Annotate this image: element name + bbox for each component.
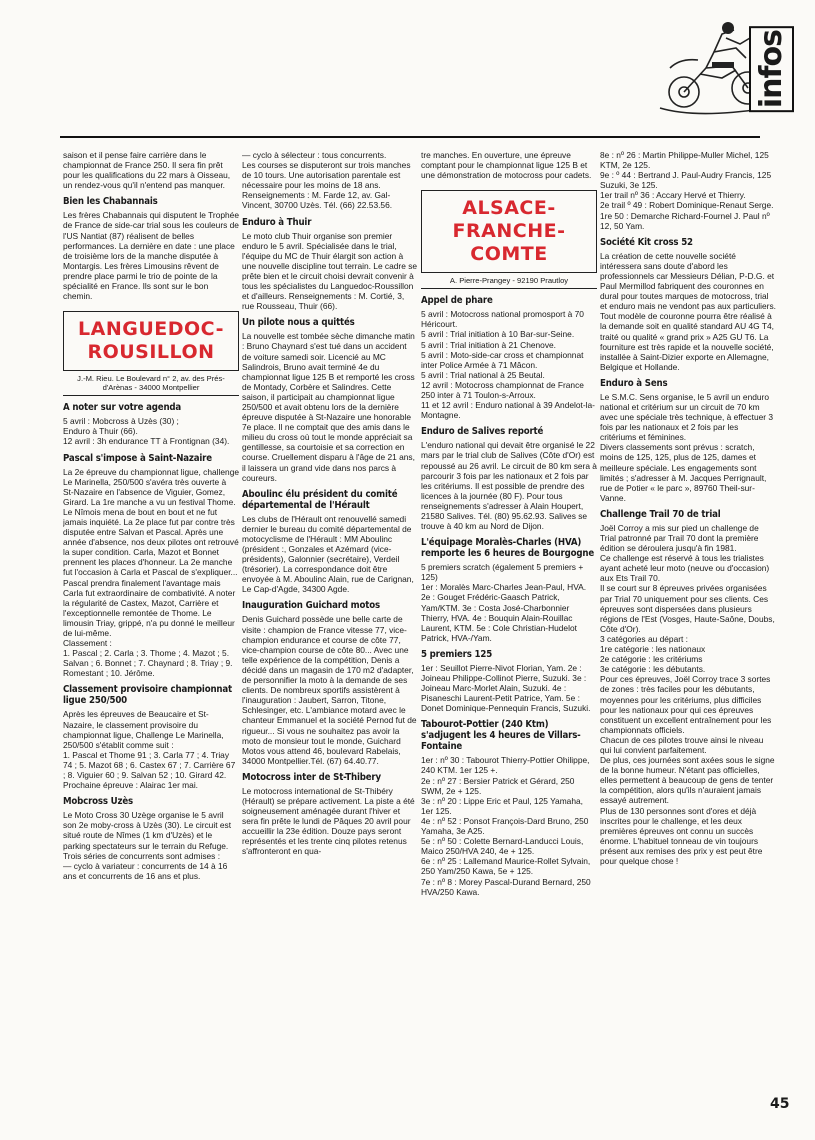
article-body: Après les épreuves de Beaucaire et St-Nazaire, le classement provisoire du championnat ligue, Challenge Le Marinella, 250/500 s'établit comme suit : 1. Pascal et Thome 91 ; 3. Carla 77 ; 4. Triay 74 ; 5. Mazot 68 ; 6. Castex 67 ; 7. Carrière 67 ; 8. Viguier 60 ; 9. Salvan 52 ; 10. Girard 42. Prochaine épreuve : Alairac 1er mai.: [63, 709, 236, 791]
article-headline: Pascal s'impose à Saint-Nazaire: [63, 452, 212, 464]
article-headline: Enduro de Salives reporté: [421, 426, 544, 438]
article-headline: Mobcross Uzès: [63, 796, 134, 808]
article-body: Le S.M.C. Sens organise, le 5 avril un enduro national et critérium sur un circuit de 70 km avec une spéciale très technique, à effectuer 3 fois par les nationaux et 2 fois par les critériums et féminines. Divers classements sont prévus : scratch, moins de 125, 125, plus de 125, dames et meilleure spéciale. Les engagements sont limités ; s'adresser à M. Jacques Perrignault, rue de Potier « le parc », 89760 Theil-sur-Vanne.: [600, 391, 774, 503]
article-body: Les frères Chabannais qui disputent le Trophée de France de side-car trial sous les couleurs de l'US Nantiat (87) réalisent de belles performances. La dernière en date : une place de troisième lors de la manche disputée à Montargis. Les frères Limousins rêvent de prendre place parmi le trio de pointe de la spécialité en France. Ils sont sur le bon chemin.: [63, 210, 239, 302]
article-headline: L'équipage Moralès-Charles (HVA) remporte les 6 heures de Bourgogne: [421, 537, 594, 560]
article-headline: Tabourot-Pottier (240 Ktm) s'adjugent les 4 heures de Villars-Fontaine: [421, 719, 581, 753]
article-body: tre manches. En ouverture, une épreuve comptant pour le championnat ligue 125 B et une démonstration de motocross pour cadets.: [421, 150, 592, 181]
article-body: La 2e épreuve du championnat ligue, challenge Le Marinella, 250/500 s'avéra très ouverte à St-Nazaire en l'absence de Viguier, Gomez, Girard. La 1re manche a vu un festival Thome. Le Nîmois mena de bout en bout et ne fut jamais inquiété. La 2e place fut par contre très disputée entre Salvan et Pascal. Après une année d'absence, nos deux pilotes ont retrouvé la super condition. Carla, Mazot et Bonnet prennent les places d'honneur. La 2e manche fut l'occasion à Carla et Pascal de s'expliquer... Pascal prendra finalement l'avantage mais Carla fut extraordinaire de combativité. A noter la régularité de Castex, Mazot, Carrière et l'exceptionnelle remontée de Thome. Le limousin Triay, grippé, n'a pu donné le meilleur de lui-même. Classement : 1. Pascal ; 2. Carla ; 3. Thome ; 4. Mazot ; 5. Salvan ; 6. Bonnet ; 7. Chaynard ; 8. Triay ; 9. Romestant ; 10. Jérôme.: [63, 466, 239, 679]
article-headline: 5 premiers 125: [421, 648, 493, 660]
article-body: Le moto club Thuir organise son premier enduro le 5 avril. Spécialisée dans le trial, l'équipe du MC de Thuir élargit son action à une nouvelle discipline tout terrain. Le cadre se prête bien et le circuit choisi devrait convenir à tous les spécialistes du Languedoc-Roussillon et d'ailleurs. Renseignements : M. Cortié, 3, rue Rousseau, Thuir (66).: [242, 230, 418, 312]
article-body: Le Moto Cross 30 Uzège organise le 5 avril son 2e moby-cross à Uzès (30). Le circuit est situé route de Nîmes (1 km d'Uzès) et le parking spectateurs sur le terrain du Refuge. Trois séries de concurrents sont admises : — cyclo à variateur : concurrents de 14 à 16 ans et concurrents de 16 ans et plus.: [63, 810, 232, 881]
column-4: [600, 150, 776, 1105]
region-correspondent-address: J.-M. Rieu. Le Boulevard n° 2, av. des Prés-d'Arènas - 34000 Montpellier: [63, 374, 239, 396]
infos-logo-text: infos: [749, 26, 794, 112]
article-headline: Bien les Chabannais: [63, 196, 158, 208]
article-headline: Aboulinc élu président du comité départemental de l'Hérault: [242, 488, 398, 511]
article-body: 5 avril : Mobcross à Uzès (30) ; Enduro à Thuir (66). 12 avril : 3h endurance TT à Frontignan (34).: [63, 416, 230, 447]
region-correspondent-address: A. Pierre-Prangey - 92190 Prautloy: [421, 276, 597, 289]
article-body: 1er : Seuillot Pierre-Nivot Florian, Yam. 2e : Joineau Philippe-Collinot Pierre, Suzuki. 3e : Joineau Marc-Morlet Alain, Suzuki. 4e : Pisaneschi Laurent-Petit Patrice, Yam. 5e : Donet Dominique-Pennequin Francis, Suzuki.: [421, 662, 591, 714]
article-body: Les clubs de l'Hérault ont renouvellé samedi dernier le bureau du comité départemental de motocyclisme de l'Hérault : MM Aboulinc (président :, Gonzales et Azémard (vice-présidents), Galonnier (secrétaire), Verdeil (trésorier). La correspondance doit être envoyée à M. Aboulinc Alain, rue de Carignan, Le Cap-d'Agde, 34300 Agde.: [242, 513, 414, 595]
region-heading: ALSACE- FRANCHE- COMTE: [421, 190, 597, 273]
masthead: [0, 0, 815, 140]
page-number: 45: [770, 1096, 790, 1112]
article-headline: Un pilote nous a quittés: [242, 317, 355, 329]
article-body: 5 avril : Motocross national promosport à 70 Héricourt. 5 avril : Trial initiation à 10 Bar-sur-Seine. 5 avril : Trial initiation à 21 Chenove. 5 avril : Moto-side-car cross et championnat inter Police Armée à 71 Mâcon. 5 avril : Trial national à 25 Beutal. 12 avril : Motocross championnat de France 250 inter à 71 Toulon-s-Arroux. 11 et 12 avril : Enduro national à 39 Andelot-la-Montagne.: [421, 309, 595, 421]
column-2: [242, 150, 418, 1105]
column-3: [421, 150, 597, 1105]
article-headline: Enduro à Sens: [600, 377, 668, 389]
article-headline: A noter sur votre agenda: [63, 402, 182, 414]
article-headline: Motocross inter de St-Thibery: [242, 771, 381, 783]
article-body: 8e : nº 26 : Martin Philippe-Muller Michel, 125 KTM, 2e 125. 9e : º 44 : Bertrand J. Paul-Audry Francis, 125 Suzuki, 3e 125. 1er trail nº 36 : Accary Hervé et Thierry. 2e trail º 49 : Robert Dominique-Renaut Serge. 1re 50 : Demarche Richard-Fournel J. Paul nº 12, 50 Yam.: [600, 150, 774, 231]
article-headline: Société Kit cross 52: [600, 236, 693, 248]
article-headline: Appel de phare: [421, 295, 493, 307]
article-body: 5 premiers scratch (également 5 premiers + 125) 1er : Moralès Marc-Charles Jean-Paul, HVA. 2e : Gouget Frédéric-Gaasch Patrick, Yam/KTM. 3e : Costa José-Charbonnier Thierry, HVA. 4e : Bouquin Alain-Rouillac Laurent, KTM. 5e : Cole Christian-Hudelot Patrick, HVA-/Yam.: [421, 562, 587, 643]
article-body: Joël Corroy a mis sur pied un challenge de Trial patronné par Trail 70 dont la première édition se déroulera jusqu'à fin 1981. Ce challenge est réservé à tous les trialistes ayant acheté leur moto (neuve ou d'occasion) aux Ets Trail 70. Il se court sur 8 épreuves privées organisées par Trial 70 uniquement pour ses clients. Ces épreuves sont dispersées dans plusieurs régions de l'Est (Vosges, Haute-Saône, Doubs, Côte d'Or). 3 catégories au départ : 1re catégorie : les nationaux 2e catégorie : les critériums 3e catégorie : les débutants. Pour ces épreuves, Joël Corroy trace 3 sortes de zones : très faciles pour les débutants, moyennes pour les critériums, plus difficiles pour les nationaux pour qui ces épreuves constituent un excellent entraînement pour les championnats officiels. Chacun de ces pilotes trouve ainsi le niveau qui lui convient parfaitement. De plus, ces journées sont axées sous le signe de la bonne humeur. N'étant pas officielles, elles permettent à beaucoup de gens de tenter la compétition, alors qu'ils n'auraient jamais essayé autrement. Plus de 130 personnes sont d'ores et déjà inscrites pour le challenge, et les deux premières épreuves ont connu un succès énorme. L'habituel tonneau de vin toujours présent aux remises des prix y est peut être pour quelque chose !: [600, 522, 775, 866]
article-body: La nouvelle est tombée sèche dimanche matin : Bruno Chaynard s'est tué dans un accident de voiture samedi soir. Licencié au MC Salindrois, Bruno avait terminé 4e du championnat ligue 125 B et remporté les cross de Montady, Corbère et Salindres. Cette saison, il participait au championnat ligue 250/500 et avait obtenu lors de la dernière épreuve disputée à St-Nazaire une honorable 7e place. Il ne comptait que des amis dans le milieu du cross où tout le monde appréciait sa gentillesse, sa courtoisie et sa correction en course. Cruellement disparu à l'âge de 21 ans, il laissera un grand vide dans nos parcs à coureurs.: [242, 331, 415, 483]
article-body: — cyclo à sélecteur : tous concurrents. Les courses se disputeront sur trois manches de 10 tours. Une autorisation parentale est nécessaire pour les moins de 18 ans. Renseignements : M. Farde 12, av. Gal-Vincent, 30700 Uzès. Tél. (66) 22.53.56.: [242, 150, 411, 211]
article-body: saison et il pense faire carrière dans le championnat de France 250. Il sera fin prêt pour les qualifications du 22 mars à Oisseau, un rendez-vous qu'il n'entend pas manquer.: [63, 150, 231, 191]
article-headline: Challenge Trail 70 de trial: [600, 508, 721, 520]
article-headline: Enduro à Thuir: [242, 216, 312, 228]
article-body: L'enduro national qui devait être organisé le 22 mars par le trial club de Salives (Côte d'Or) est repoussé au 26 avril. Le circuit de 80 km sera à parcourir 3 fois par les nationaux et 2 fois par les critériums. Il est possible de prendre des licences à la journée (80 F). Pour tous renseignements s'adresser à Alain Houpert, 21580 Salives. Tél. (80) 95.62.93. Salives se trouve à 40 km au Nord de Dijon.: [421, 440, 597, 532]
region-heading: LANGUEDOC- ROUSILLON: [63, 311, 239, 371]
article-body: Denis Guichard possède une belle carte de visite : champion de France vitesse 77, vice-champion endurance et course de côte 77, vice-champion course de côte 80... Avec une telle expérience de la compétition, Denis a décidé dans un magasin de 170 m2 d'adapter, de personnifier la moto à la demande de ses clients. De nombreux sportifs assistèrent à l'inauguration : Jaubert, Sarron, Titone, Schlesinger, etc. L'ambiance motard avec le chanteur Emmanuel et la société Pernod fut de rigueur... Si vous ne souhaitez pas avoir la moto de monsieur tout le monde, Guichard Motos vous attend 46, boulevard Rabelais, 34000 Montpellier.Tél. (67) 64.40.77.: [242, 614, 417, 766]
header-rule: [60, 136, 760, 138]
article-headline: Inauguration Guichard motos: [242, 600, 380, 612]
column-1: [63, 150, 239, 1105]
article-headline: Classement provisoire championnat ligue 250/500: [63, 684, 232, 707]
article-body: Le motocross international de St-Thibéry (Hérault) se prépare activement. La piste a été soigneusement aménagée durant l'hiver et sera fin prête le lundi de Pâques 20 avril pour accueillir la 23e édition. Douze pays seront représentés et les trente cinq pilotes retenus s'affronteront en qua-: [242, 785, 415, 857]
article-body: 1er : nº 30 : Tabourot Thierry-Pottier Ohilippe, 240 KTM. 1er 125 +. 2e : nº 27 : Bersier Patrick et Gérard, 250 SWM, 2e + 125. 3e : nº 20 : Lippe Eric et Paul, 125 Yamaha, 1er 125. 4e : nº 52 : Ponsot François-Dard Bruno, 250 Yamaha, 3e A25. 5e : nº 50 : Colette Bernard-Landucci Louis, Maico 250/HVA 240, 4e + 125. 6e : nº 25 : Lallemand Maurice-Rollet Sylvain, 250 Yam/250 Kawa, 5e + 125. 7e : nº 8 : Morey Pascal-Durand Bernard, 250 HVA/250 Kawa.: [421, 755, 591, 897]
article-body: La création de cette nouvelle société intéressera sans doute d'abord les professionnels car Messieurs Délian, P-D.G. et Paul Mermillod fabriquent des couronnes en dural pour toutes marques de motocross, trial et enduro mais ne vendont pas aux particuliers. Tout modèle de couronne pourra être réalisé à la demande soit en qualité standard AU 4G T4, traité ou qualité « grand prix » A25 GU T6. La fourniture est très rapide et la nouvelle société, installée à Saint-Dizier exporte en Allemagne, Belgique et Hollande.: [600, 250, 776, 372]
infos-logo: [640, 8, 800, 128]
